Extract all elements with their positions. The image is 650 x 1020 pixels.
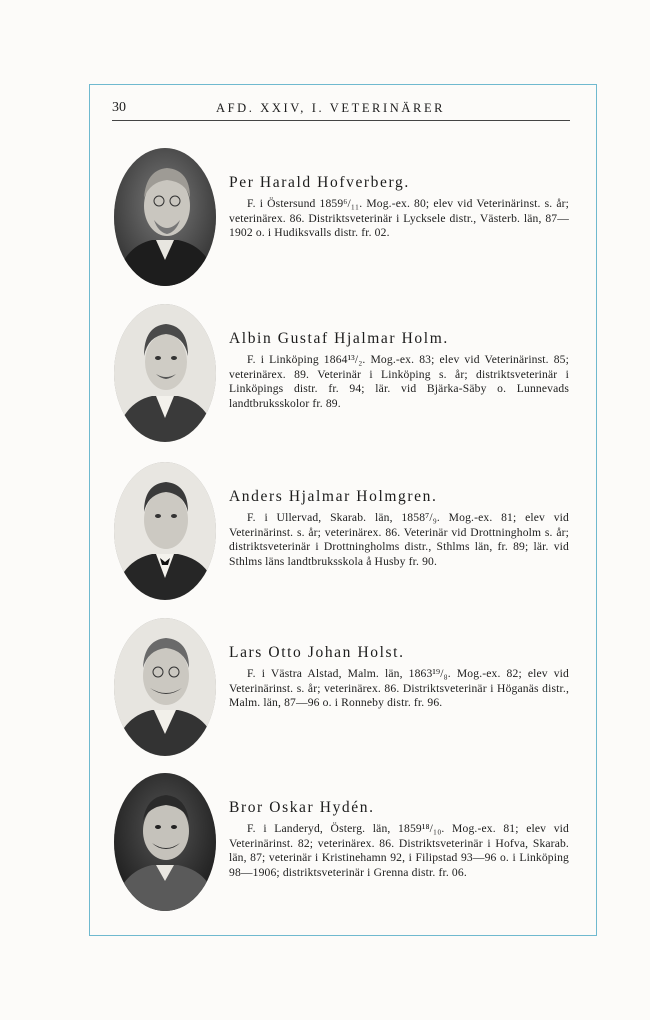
entry-text <box>229 799 569 880</box>
biography-entry <box>112 148 572 298</box>
running-head <box>112 100 570 120</box>
portrait-photo <box>114 618 216 756</box>
person-name: Per Harald Hofverberg. <box>229 174 410 191</box>
portrait-photo <box>114 304 216 442</box>
person-name: Lars Otto Johan Holst. <box>229 644 405 661</box>
portrait-photo <box>114 773 216 911</box>
biography-entry <box>112 462 572 612</box>
biography-entry <box>112 618 572 768</box>
running-title: AFD. XXIV, I. VETERINÄRER <box>216 101 446 115</box>
entry-text <box>229 488 569 569</box>
biography-text: F. i Ullervad, Skarab. län, 1858⁷/₉. Mog.-ex. 81; elev vid Veterinärinst. s. år; veterinärex. 86. Veterinär vid Drottningholm s. år; distriktsveterinär i Drottningholms distr., Sthlms län, fr. 89; lär. vid Sthlms läns landtbruksskola å Husby fr. 90. <box>229 511 569 568</box>
page-number: 30 <box>112 100 126 115</box>
person-name: Albin Gustaf Hjalmar Holm. <box>229 330 449 347</box>
person-name: Anders Hjalmar Holmgren. <box>229 488 438 505</box>
biography-text: F. i Linköping 1864¹³/₂. Mog.-ex. 83; elev vid Veterinärinst. 85; veterinärex. 89. Veterinär i Linköping s. år; distriktsveterinär i Linköpings distr. fr. 94; lär. vid Bjärka-Säby o. Lunnevads landtbruksskolor fr. 89. <box>229 353 569 410</box>
portrait-photo <box>114 148 216 286</box>
biography-entry <box>112 304 572 454</box>
header-rule <box>112 120 570 121</box>
biography-text: F. i Västra Alstad, Malm. län, 1863¹⁹/₈. Mog.-ex. 82; elev vid Veterinärinst. s. år; veterinärex. 86. Distriktsveterinär i Höganäs distr., Malm. län, 87—96 o. i Ronneby distr. fr. 96. <box>229 667 569 710</box>
entry-text <box>229 330 569 411</box>
entry-text <box>229 644 569 711</box>
portrait-photo <box>114 462 216 600</box>
biography-text: F. i Landeryd, Österg. län, 1859¹⁸/₁₀. Mog.-ex. 81; elev vid Veterinärinst. 82; veterinärex. 86. Distriktsveterinär i Hofva, Skarab. län, 87; veterinär i Kristinehamn 92, i Filipstad 93—96 o. i Linköping 98—1906; distriktsveterinär i Grenna distr. fr. 06. <box>229 822 569 879</box>
biography-text: F. i Östersund 1859⁶/₁₁. Mog.-ex. 80; elev vid Veterinärinst. s. år; veterinärex. 86. Distriktsveterinär i Lycksele distr., Västerb. län, 87—1902 o. i Hudiksvalls distr. fr. 02. <box>229 197 569 240</box>
entry-text <box>229 174 569 241</box>
person-name: Bror Oskar Hydén. <box>229 799 375 816</box>
biography-entry <box>112 773 572 923</box>
